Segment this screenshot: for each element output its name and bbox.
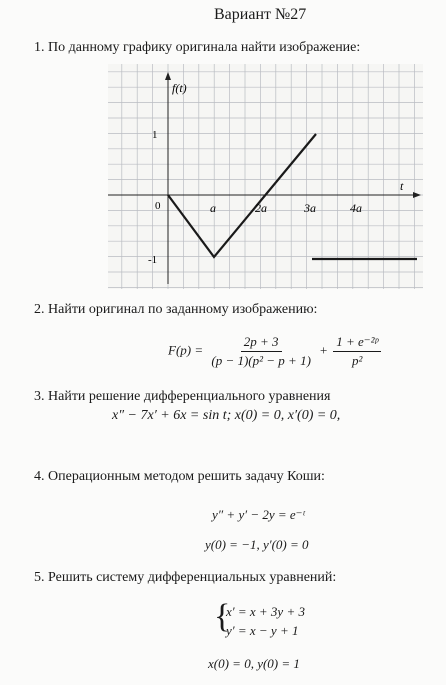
formula-plus: + xyxy=(319,342,328,358)
task-2-text: 2. Найти оригинал по заданному изображению: xyxy=(34,302,318,317)
task-4-conditions: y(0) = −1, y′(0) = 0 xyxy=(205,537,309,552)
x-tick-3a: 3a xyxy=(304,201,316,215)
task-5-conditions: x(0) = 0, y(0) = 1 xyxy=(208,656,300,671)
system-equation-2: y′ = x − y + 1 xyxy=(226,623,299,638)
fraction-2 xyxy=(333,334,381,369)
system-brace: { xyxy=(214,598,231,635)
fraction-2-denominator: p² xyxy=(351,353,363,368)
t-axis-label: t xyxy=(400,179,404,193)
y-tick-minus-1: -1 xyxy=(148,254,158,266)
system-equation-1: x′ = x + 3y + 3 xyxy=(226,604,305,619)
task-4-equation: y″ + y′ − 2y = e⁻ᵗ xyxy=(212,507,305,522)
task-3-text: 3. Найти решение дифференциального уравнения xyxy=(34,389,331,404)
fraction-1-numerator: 2p + 3 xyxy=(241,334,282,352)
y-tick-1: 1 xyxy=(152,129,158,141)
task-3-equation: x″ − 7x′ + 6x = sin t; x(0) = 0, x′(0) = 0, xyxy=(112,408,341,423)
original-function-graph xyxy=(108,64,423,289)
x-tick-4a: 4a xyxy=(350,201,362,215)
fraction-1 xyxy=(208,334,314,369)
x-tick-2a: 2a xyxy=(255,201,267,215)
f-axis-label: f(t) xyxy=(172,81,187,95)
task-4-text: 4. Операционным методом решить задачу Коши: xyxy=(34,469,325,484)
task-5-text: 5. Решить систему дифференциальных уравнений: xyxy=(34,570,337,585)
x-tick-a: a xyxy=(210,201,216,215)
formula-lhs: F(p) = xyxy=(168,342,204,358)
image-formula xyxy=(168,334,383,369)
variant-title: Вариант №27 xyxy=(214,6,307,23)
fraction-2-numerator: 1 + e⁻²ᵖ xyxy=(333,334,381,352)
task-1-text: 1. По данному графику оригинала найти изображение: xyxy=(34,40,361,55)
origin-label: 0 xyxy=(155,200,161,212)
fraction-1-denominator: (p − 1)(p² − p + 1) xyxy=(211,353,311,368)
